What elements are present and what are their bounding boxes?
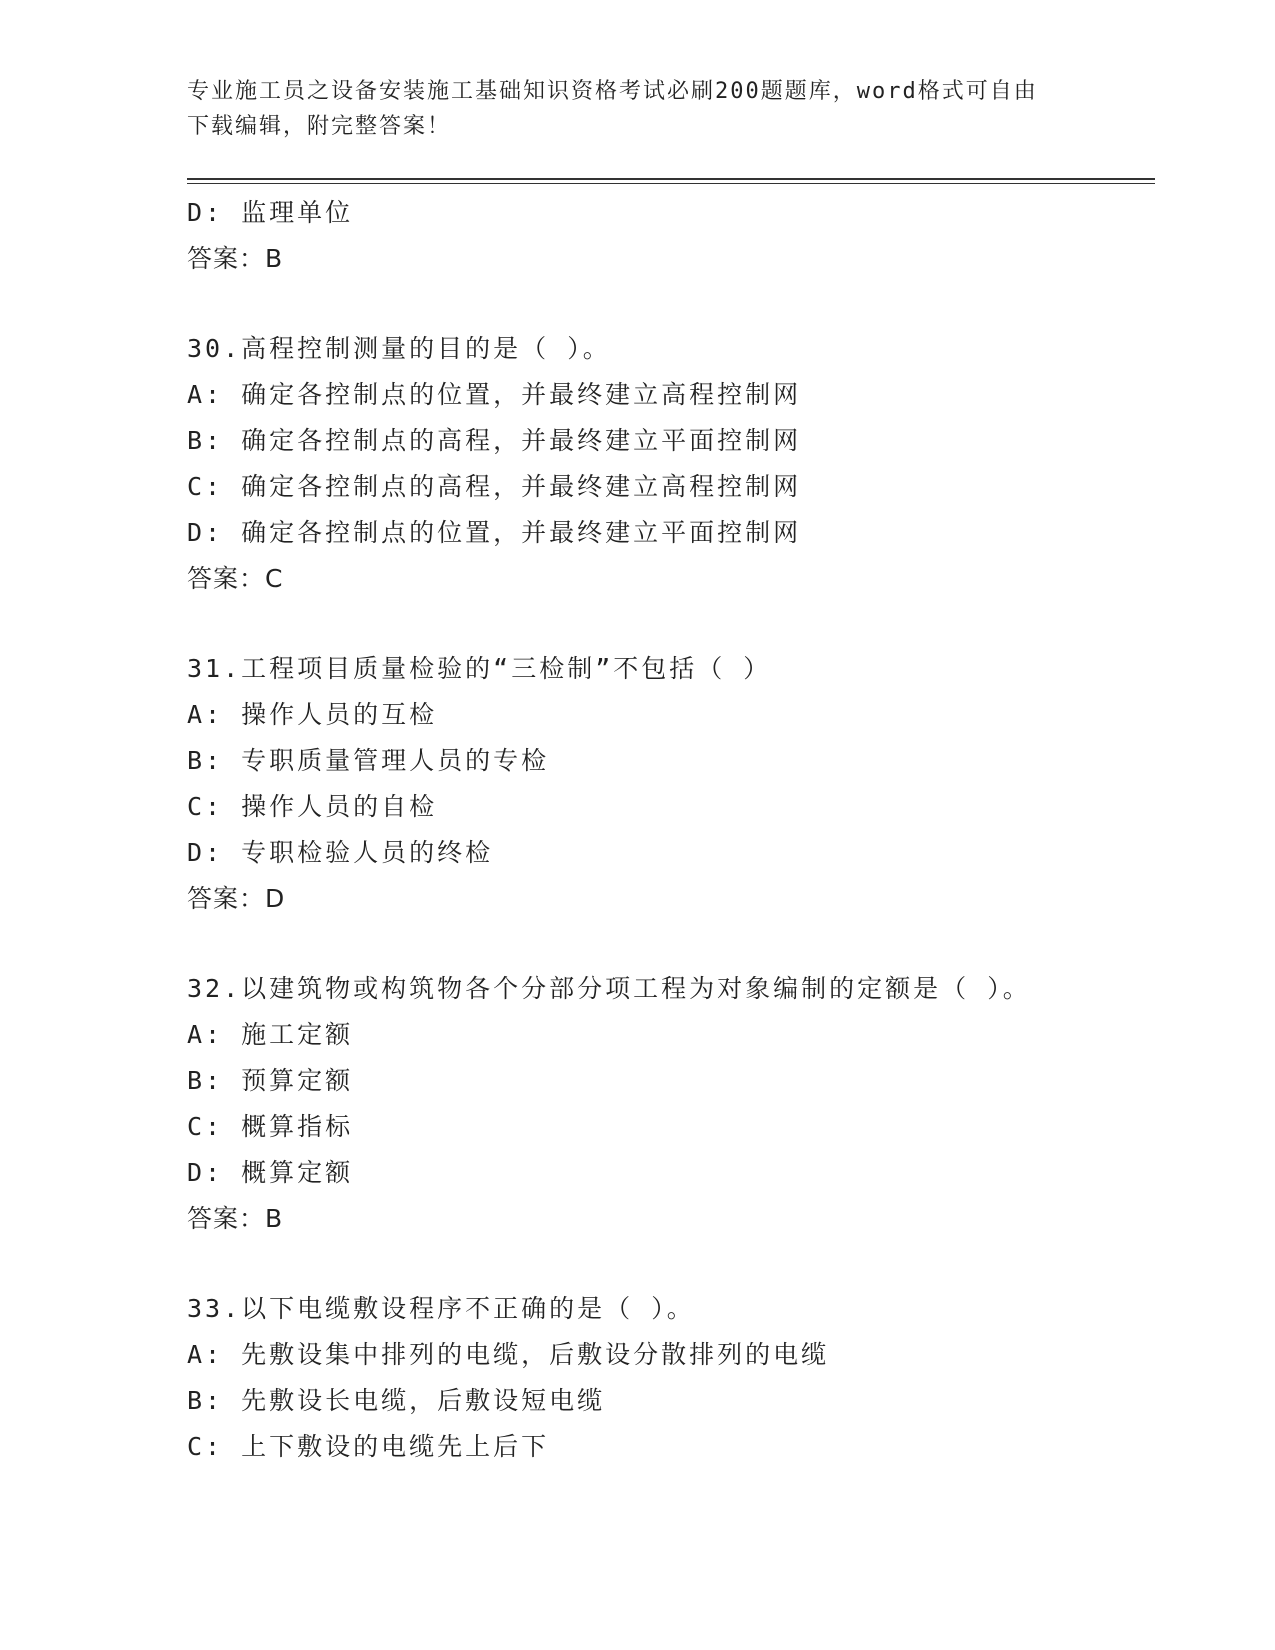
option-d: D: 确定各控制点的位置，并最终建立平面控制网 — [187, 518, 802, 547]
question-31 — [187, 646, 1155, 922]
option-c: C: 上下敷设的电缆先上后下 — [187, 1432, 550, 1461]
option-b: B: 先敷设长电缆，后敷设短电缆 — [187, 1386, 606, 1415]
answer: 答案：D — [187, 884, 286, 913]
spacer — [187, 602, 1155, 646]
header-line-1: 专业施工员之设备安装施工基础知识资格考试必刷200题题库，word格式可自由 — [187, 79, 1038, 104]
carryover-option-d: D: 监理单位 — [187, 198, 354, 227]
option-d: D: 专职检验人员的终检 — [187, 838, 494, 867]
spacer — [187, 1242, 1155, 1286]
option-c: C: 操作人员的自检 — [187, 792, 438, 821]
header-divider-thick — [187, 178, 1155, 180]
question-33 — [187, 1286, 1155, 1470]
spacer — [187, 282, 1155, 326]
option-a: A: 操作人员的互检 — [187, 700, 438, 729]
answer: 答案：C — [187, 564, 284, 593]
option-d: D: 概算定额 — [187, 1158, 354, 1187]
option-a: A: 施工定额 — [187, 1020, 354, 1049]
question-32 — [187, 966, 1155, 1242]
option-c: C: 确定各控制点的高程，并最终建立高程控制网 — [187, 472, 802, 501]
header-divider-thin — [187, 183, 1155, 184]
option-c: C: 概算指标 — [187, 1112, 354, 1141]
question-stem: 30.高程控制测量的目的是（ ）。 — [187, 334, 611, 363]
question-stem: 33.以下电缆敷设程序不正确的是（ ）。 — [187, 1294, 695, 1323]
carryover-answer: 答案：B — [187, 244, 284, 273]
option-a: A: 先敷设集中排列的电缆，后敷设分散排列的电缆 — [187, 1340, 830, 1369]
question-30 — [187, 326, 1155, 602]
question-list — [187, 190, 1155, 1470]
option-b: B: 预算定额 — [187, 1066, 354, 1095]
answer: 答案：B — [187, 1204, 284, 1233]
option-b: B: 专职质量管理人员的专检 — [187, 746, 550, 775]
question-stem: 31.工程项目质量检验的“三检制”不包括（ ） — [187, 654, 772, 683]
document-header — [187, 74, 1067, 144]
option-b: B: 确定各控制点的高程，并最终建立平面控制网 — [187, 426, 802, 455]
option-a: A: 确定各控制点的位置，并最终建立高程控制网 — [187, 380, 802, 409]
question-stem: 32.以建筑物或构筑物各个分部分项工程为对象编制的定额是（ ）。 — [187, 974, 1031, 1003]
header-line-2: 下载编辑，附完整答案！ — [187, 114, 452, 139]
spacer — [187, 922, 1155, 966]
